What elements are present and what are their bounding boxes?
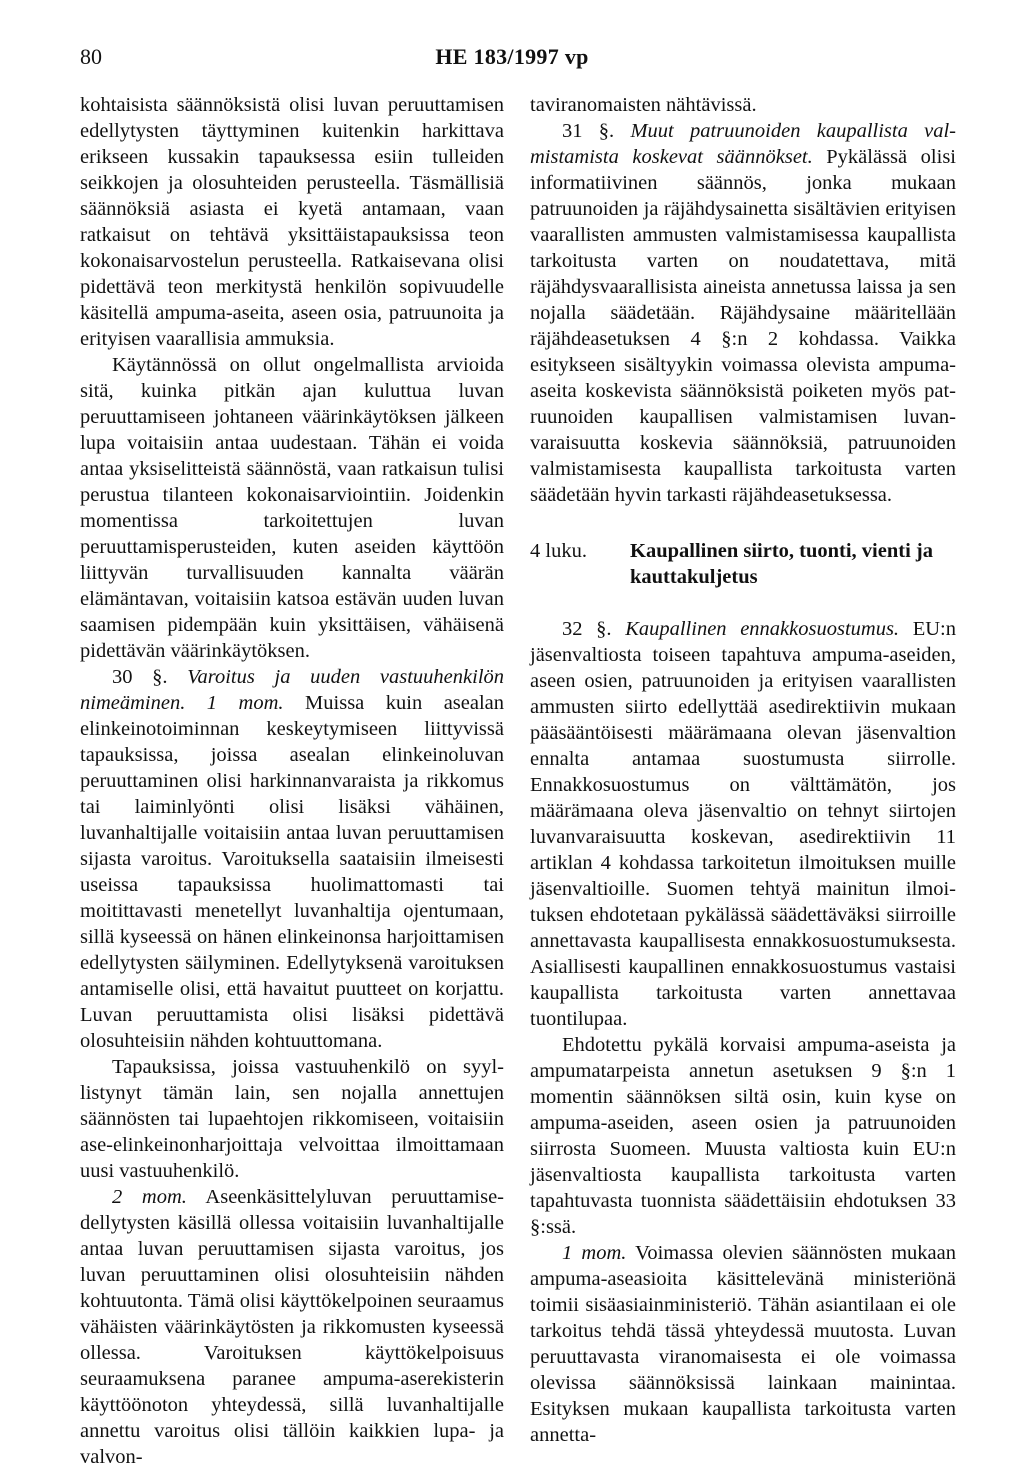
left-column <box>80 92 504 1470</box>
moment-2 <box>80 1184 504 1470</box>
right-column <box>530 92 956 1448</box>
section-text: Pykälässä olisi informatiivinen säännös, jonka mukaan patruunoiden ja räjähdysainetta sisältävien erityisen vaarallisten ammusten valmistamisessa kaupallista tarkoitusta varten on noudatettava, mitä räjähdysvaarallisista aineista annetussa laissa ja sen nojalla säädetään. Räjähdysaine määritellään räjähdeasetuksen 4 §:n 2 kohdassa. Vaikka esitykseen sisältyykin voimassa olevista ampuma-aseita koskevista säännöksistä poiketen myös patruunoiden kaupallisen valmistamisen luvanvaraisuutta koskevia säännöksiä, patruunoiden valmistamisesta kaupallista tarkoitusta varten säädetään hyvin tarkasti räjähdeasetuksessa. <box>530 146 956 506</box>
chapter-title: Kaupallinen siirto, tuonti, vienti ja kauttakuljetus <box>630 540 933 588</box>
section-title: Varoitus ja uuden vastuuhenkilön nimeäminen. 1 mom. <box>80 666 505 714</box>
section-text: Muissa kuin asealan elinkeinotoiminnan keskeytymiseen liittyvissä tapauksissa, joissa asealan elinkeinoluvan peruuttaminen olisi harkinnanvaraista ja rikkomus tai laiminlyönti olisi lisäksi vähäinen, luvanhaltijalle voitaisiin antaa luvan peruuttamisen sijasta varoitus. Varoituksella saataisiin ilmeisesti useissa tapauksissa huolimattomasti tai moitittavasti menetellyt luvanhaltija ojentumaan, sillä kyseessä on hänen elinkeinonsa harjoittamisen edellytysten säilyminen. Edellytyksenä varoituksen antamiselle olisi, että havaitut puutteet on korjattu. Luvan peruuttamista olisi lisäksi pidettävä olosuhteisiin nähden kohtuuttomana. <box>80 692 505 1052</box>
paragraph: Käytännössä on ollut ongelmallista arvioida sitä, kuinka pitkän ajan kuluttua luvan peruuttamiseen johtaneen väärinkäytöksen jälkeen lupa voitaisiin antaa uudestaan. Tähän ei voida antaa yksiselitteistä säännöstä, vaan ratkaisun tulisi perustua tilanteen kokonaisarviointiin. Joidenkin momentissa tarkoitettujen luvan peruuttamisperusteiden, kuten aseiden käyttöön liittyvän turvallisuuden kannalta väärän elämäntavan, voitaisiin katsoa estävän uuden luvan saamisen pidempään kuin yksittäisen, vähäisenä pidettävän väärinkäytöksen. <box>80 354 504 662</box>
section-number: 30 §. <box>112 666 168 688</box>
paragraph: Ehdotettu pykälä korvaisi ampuma-aseista ja ampumatarpeista annetun asetuksen 9 §:n 1 momentin säännöksen siltä osin, kuin kyse on ampuma-aseiden, aseen osien ja patruunoiden siirrosta Suomeen. Muusta valtiosta kuin EU:n jäsenvaltiosta kaupallista tarkoitusta varten tapahtuvasta tuonnista säädettäisiin ehdotuksen 33 §:ssä. <box>530 1034 956 1238</box>
chapter-heading <box>530 538 956 590</box>
section-31 <box>530 118 956 508</box>
paragraph: kohtaisista säännöksistä olisi luvan peruuttamisen edellytysten täyttyminen kuitenkin harkittava erikseen kussakin tapauksessa esiin tulleiden seikkojen ja olosuhteiden perusteella. Täsmällisiä säännöksiä asiasta ei kyetä antamaan, vaan ratkaisut on tehtävä yksittäistapauksissa teon kokonaisarvostelun perusteella. Ratkaisevana olisi pidettävä teon merkitystä henkilön sopivuudelle käsitellä ampuma-aseita, aseen osia, patruunoita ja erityisen vaarallisia ammuksia. <box>80 94 504 350</box>
section-30 <box>80 664 504 1054</box>
chapter-number: 4 luku. <box>530 540 587 562</box>
section-title: Muut patruunoiden kaupallista valmistamista koskevat säännökset. <box>530 120 956 168</box>
moment-text: Voimassa olevien säännösten mukaan ampuma-aseasioita käsittelevänä ministeriönä toimii sisäasiainministeriö. Tähän asiantilaan ei ole tarkoitus tehdä tässä yhteydessä muutosta. Luvan peruuttavasta viranomaisesta ei ole voimassa olevissa säännöksissä lainkaan mainintaa. Esityksen mukaan kaupallista tarkoitusta varten annetta- <box>530 1242 956 1446</box>
moment-text: Aseenkäsittelyluvan peruuttamisedellytysten käsillä ollessa voitaisiin luvanhaltijalle antaa luvan peruuttamisen sijasta varoitus, jos luvan peruuttaminen olisi olosuhteisiin nähden kohtuutonta. Tämä olisi käyttökelpoinen seuraamus vähäisten väärinkäytösten ja rikkomusten kyseessä ollessa. Varoituksen käyttökelpoisuus seuraamuksena paranee ampuma-aserekisterin käyttöönoton yhteydessä, sillä luvanhaltijalle annettu varoitus olisi tällöin kaikkien lupa- ja valvon- <box>80 1186 504 1468</box>
moment-1 <box>530 1240 956 1448</box>
section-32 <box>530 616 956 1032</box>
running-head: HE 183/1997 vp <box>435 44 589 69</box>
page-number: 80 <box>80 44 102 69</box>
moment-label: 1 mom. <box>562 1242 627 1264</box>
section-title: Kaupallinen ennakkosuostumus. <box>625 618 900 640</box>
section-text: EU:n jäsenvaltiosta toiseen tapahtuva ampuma-aseiden, aseen osien, patruunoiden ja erityisen vaarallisten ammusten siirto edellyttää asedirektiivin mukaan pääsääntöisesti määrämaana olevan jäsenvaltion ennalta antamaa suostumusta siirrolle. Ennakkosuostumus on välttämätön, jos määrämaana oleva jäsenvaltio on tehnyt siirtojen luvanvaraisuutta koskevan, asedirektiivin 11 artiklan 4 kohdassa tarkoitetun ilmoituksen muille jäsenvaltioille. Suomen tehtyä mainitun ilmoituksen ehdotetaan pykälässä säädettäväksi siirroille annettavasta kaupallisesta ennakkosuostumuksesta. Asiallisesti kaupallinen ennakkosuostumus vastaisi kaupallista tarkoitusta varten annettavaa tuontilupaa. <box>530 618 956 1030</box>
section-number: 31 §. <box>562 120 615 142</box>
moment-label: 2 mom. <box>112 1186 187 1208</box>
section-number: 32 §. <box>562 618 612 640</box>
paragraph: taviranomaisten nähtävissä. <box>530 94 757 116</box>
paragraph: Tapauksissa, joissa vastuuhenkilö on syyllistynyt tämän lain, sen nojalla annettujen säännösten tai lupaehtojen rikkomiseen, voitaisiin ase-elinkeinonharjoittaja velvoittaa ilmoittamaan uusi vastuuhenkilö. <box>80 1056 504 1182</box>
